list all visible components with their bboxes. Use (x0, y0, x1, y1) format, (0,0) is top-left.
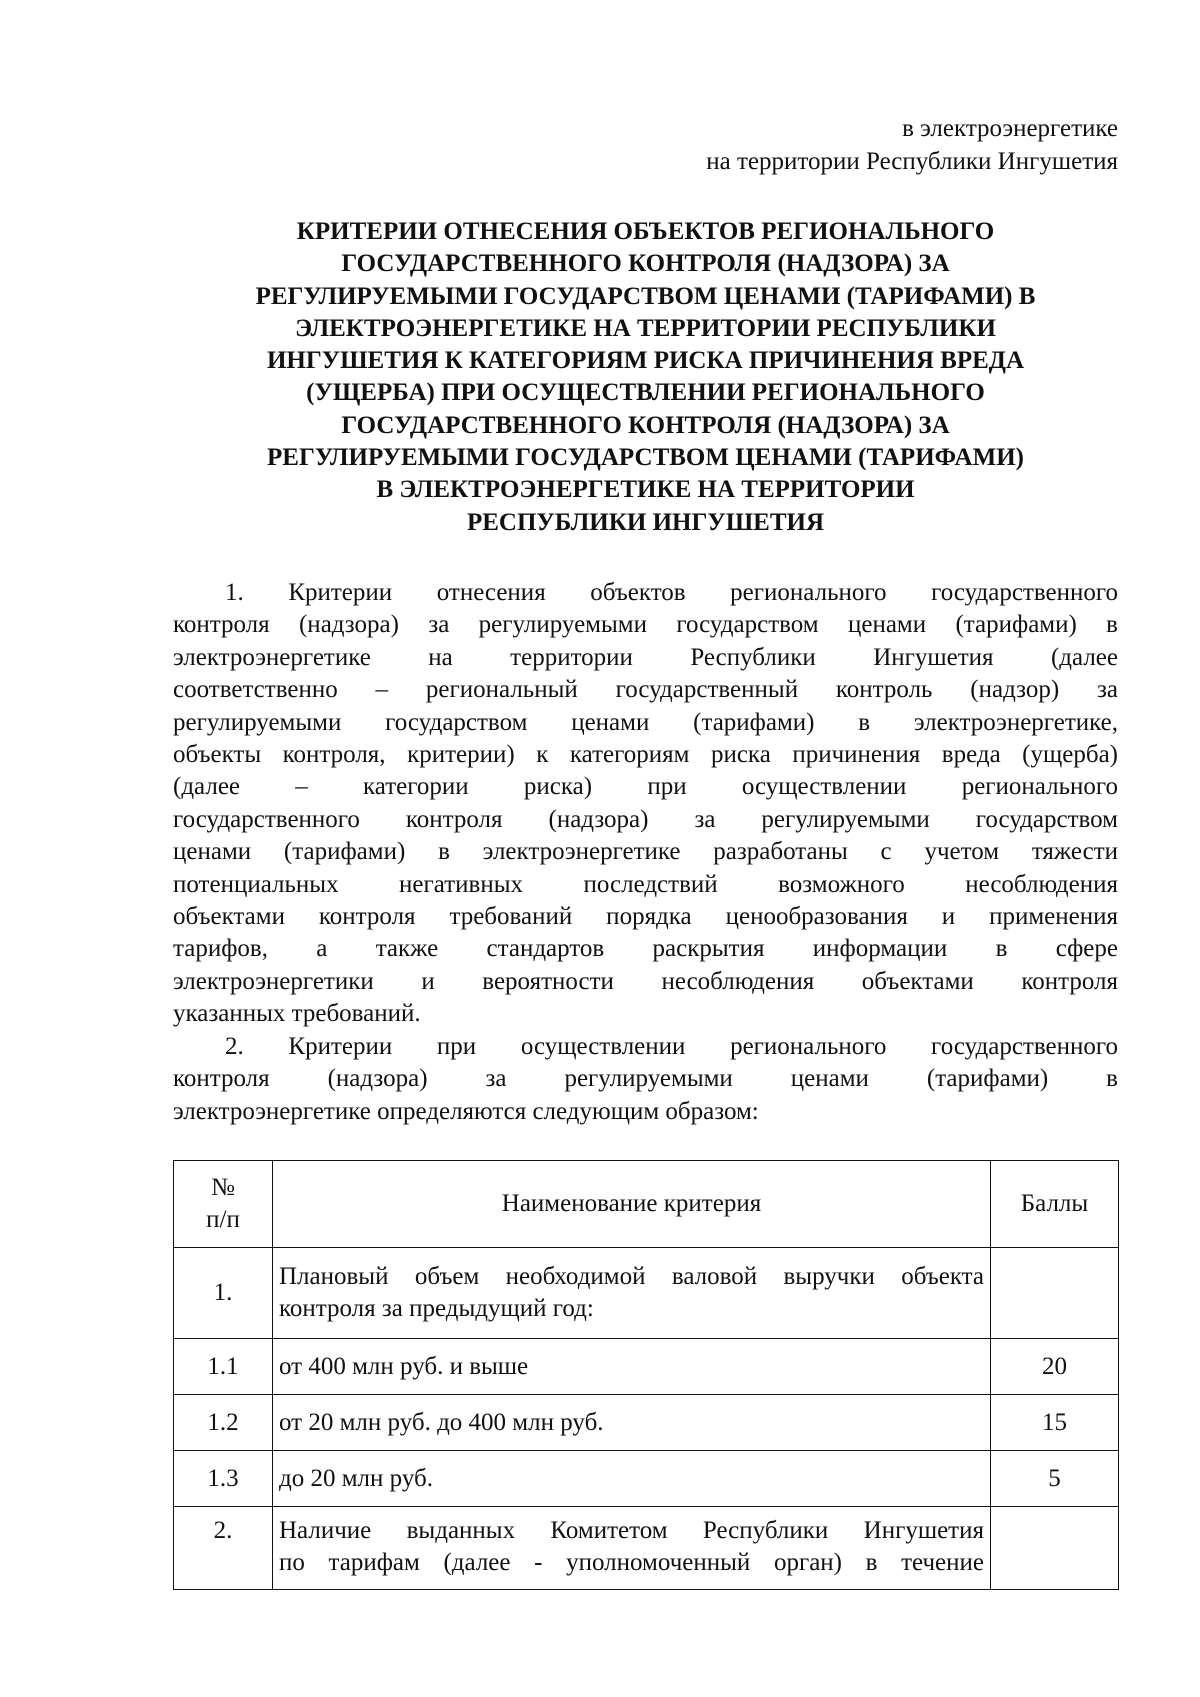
paragraph-line: 2. Критерии при осуществлении регионального государственного (225, 1032, 1118, 1060)
paragraph-line: объекты контроля, критерии) к категориям риска причинения вреда (ущерба) (173, 741, 1118, 769)
paragraph-line: соответственно – региональный государственный контроль (надзор) за (173, 676, 1118, 704)
paragraph-2 (173, 1031, 1118, 1128)
paragraph-line: электроэнергетики и вероятности несоблюдения объектами контроля (173, 967, 1118, 995)
header-line: в электроэнергетике (902, 115, 1118, 142)
criterion-line: по тарифам (далее - уполномоченный орган) в течение (279, 1549, 984, 1576)
title-line: РЕСПУБЛИКИ ИНГУШЕТИЯ (466, 508, 825, 536)
criterion-line: от 400 млн руб. и выше (279, 1352, 529, 1380)
title-line: (УЩЕРБА) ПРИ ОСУЩЕСТВЛЕНИИ РЕГИОНАЛЬНОГО (306, 379, 985, 407)
row-points: 15 (991, 1395, 1119, 1451)
body-text (173, 577, 1118, 1128)
paragraph-line: потенциальных негативных последствий возможного несоблюдения (173, 870, 1118, 898)
row-criterion (273, 1451, 991, 1507)
row-number: 1. (174, 1248, 273, 1339)
row-number: 2. (174, 1507, 273, 1590)
title-line: ИНГУШЕТИЯ К КАТЕГОРИЯМ РИСКА ПРИЧИНЕНИЯ ВРЕДА (266, 347, 1025, 375)
paragraph-line: тарифов, а также стандартов раскрытия информации в сфере (173, 935, 1118, 963)
criterion-line: Плановый объем необходимой валовой выручки объекта (279, 1263, 984, 1290)
header-line: на территории Республики Ингушетия (706, 148, 1118, 175)
row-points (991, 1507, 1119, 1590)
title-line: КРИТЕРИИ ОТНЕСЕНИЯ ОБЪЕКТОВ РЕГИОНАЛЬНОГО (296, 218, 995, 245)
row-number: 1.2 (174, 1395, 273, 1451)
column-header-name: Наименование критерия (273, 1161, 991, 1248)
table-row (174, 1339, 1119, 1395)
paragraph-line: электроэнергетике на территории Республики Ингушетия (далее (173, 643, 1118, 671)
row-criterion (273, 1339, 991, 1395)
column-header-number (174, 1161, 273, 1248)
header-addressee (706, 112, 1118, 178)
column-header-points: Баллы (991, 1161, 1119, 1248)
title-line: В ЭЛЕКТРОЭНЕРГЕТИКЕ НА ТЕРРИТОРИИ (376, 476, 915, 504)
title-line: ГОСУДАРСТВЕННОГО КОНТРОЛЯ (НАДЗОРА) ЗА (341, 250, 950, 278)
document-title (173, 216, 1118, 539)
row-number: 1.1 (174, 1339, 273, 1395)
table-row (174, 1507, 1119, 1590)
criterion-line: Наличие выданных Комитетом Республики Ингушетия (279, 1517, 984, 1544)
row-number: 1.3 (174, 1451, 273, 1507)
paragraph-line: государственного контроля (надзора) за регулируемыми государством (173, 805, 1118, 833)
paragraph-line: объектами контроля требований порядка ценообразования и применения (173, 903, 1118, 931)
paragraph-line: контроля (надзора) за регулируемыми государством ценами (тарифами) в (173, 611, 1118, 639)
row-points: 20 (991, 1339, 1119, 1395)
row-points (991, 1248, 1119, 1339)
criterion-line: до 20 млн руб. (279, 1464, 433, 1492)
criteria-table (173, 1160, 1119, 1590)
table-row (174, 1395, 1119, 1451)
paragraph-line: регулируемыми государством ценами (тарифами) в электроэнергетике, (173, 708, 1118, 736)
paragraph-line: (далее – категории риска) при осуществлении регионального (173, 773, 1118, 801)
header-number-label: п/п (206, 1206, 240, 1233)
title-line: РЕГУЛИРУЕМЫМИ ГОСУДАРСТВОМ ЦЕНАМИ (ТАРИФАМИ) (267, 444, 1024, 472)
row-criterion (273, 1248, 991, 1339)
paragraph-line: 1. Критерии отнесения объектов регионального государственного (225, 579, 1118, 606)
row-points: 5 (991, 1451, 1119, 1507)
table-header-row (174, 1161, 1119, 1248)
title-line: ГОСУДАРСТВЕННОГО КОНТРОЛЯ (НАДЗОРА) ЗА (341, 411, 950, 439)
title-line: ЭЛЕКТРОЭНЕРГЕТИКЕ НА ТЕРРИТОРИИ РЕСПУБЛИКИ (295, 314, 996, 342)
row-criterion (273, 1395, 991, 1451)
title-line: РЕГУЛИРУЕМЫМИ ГОСУДАРСТВОМ ЦЕНАМИ (ТАРИФАМИ) В (255, 282, 1036, 310)
header-number-symbol: № (211, 1174, 235, 1201)
paragraph-line: контроля (надзора) за регулируемыми ценами (тарифами) в (173, 1065, 1118, 1093)
paragraph-line: указанных требований. (173, 1000, 421, 1028)
table-row (174, 1451, 1119, 1507)
paragraph-line: электроэнергетике определяются следующим образом: (173, 1097, 759, 1125)
row-criterion (273, 1507, 991, 1590)
table-row (174, 1248, 1119, 1339)
paragraph-1 (173, 577, 1118, 1031)
criterion-line: контроля за предыдущий год: (279, 1295, 594, 1322)
criterion-line: от 20 млн руб. до 400 млн руб. (279, 1408, 604, 1436)
paragraph-line: ценами (тарифами) в электроэнергетике разработаны с учетом тяжести (173, 838, 1118, 866)
